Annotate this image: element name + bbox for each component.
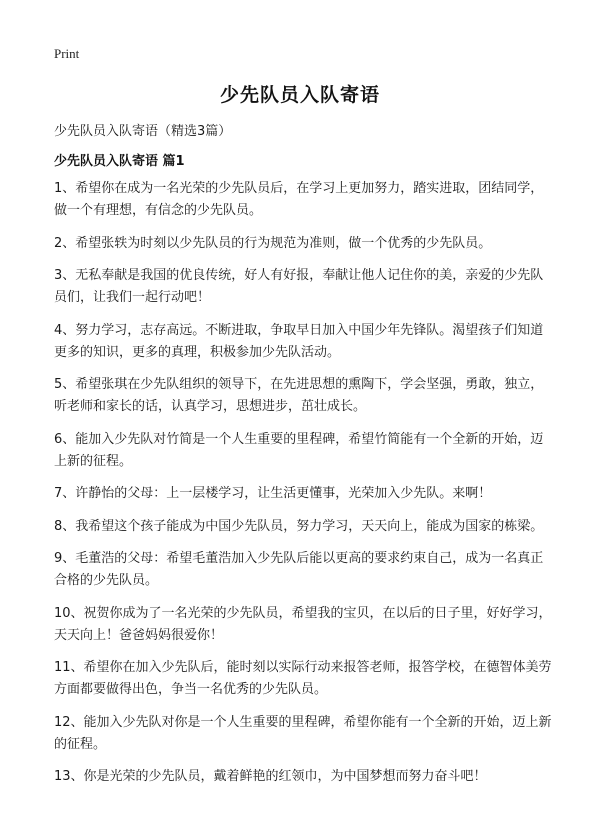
list-item: 2、希望张轶为时刻以少先队员的行为规范为准则，做一个优秀的少先队员。 [54,235,492,251]
list-item: 5、希望张琪在少先队组织的领导下，在先进思想的熏陶下，学会坚强，勇敢，独立，听老师和家长的话，认真学习，思想进步，茁壮成长。 [54,377,544,414]
list-item: 4、努力学习，志存高远。不断进取，争取早日加入中国少年先锋队。渴望孩子们知道更多的知识，更多的真理，积极参加少先队活动。 [54,322,544,360]
list-item: 1、希望你在成为一名光荣的少先队员后，在学习上更加努力，踏实进取，团结同学，做一个有理想，有信念的少先队员。 [54,181,544,218]
list-item: 3、无私奉献是我国的优良传统，好人有好报，奉献让他人记住你的美，亲爱的少先队员们，让我们一起行动吧！ [54,268,544,305]
list-item: 7、许静怡的父母：上一层楼学习，让生活更懂事，光荣加入少先队。来啊！ [54,486,492,501]
list-item: 12、能加入少先队对你是一个人生重要的里程碑，希望你能有一个全新的开始，迈上新的征程。 [54,714,552,752]
page-title: 少先队员入队寄语 [219,84,380,106]
list-item: 11、希望你在加入少先队后，能时刻以实际行动来报答老师，报答学校，在德智体美劳方面都要做得出色，争当一名优秀的少先队员。 [54,660,552,697]
list-item: 10、祝贺你成为了一名光荣的少先队员，希望我的宝贝，在以后的日子里，好好学习，天天向上！爸爸妈妈很爱你！ [54,605,552,643]
print-label: Print [54,46,80,61]
section-heading: 少先队员入队寄语 篇1 [54,154,185,169]
page-subtitle: 少先队员入队寄语（精选3篇） [54,124,232,139]
list-item: 8、我希望这个孩子能成为中国少先队员，努力学习，天天向上，能成为国家的栋梁。 [54,518,544,534]
list-item: 13、你是光荣的少先队员，戴着鲜艳的红领巾，为中国梦想而努力奋斗吧！ [54,769,487,784]
list-item: 9、毛董浩的父母：希望毛董浩加入少先队后能以更高的要求约束自己，成为一名真正合格的少先队员。 [54,551,544,588]
list-item: 6、能加入少先队对竹简是一个人生重要的里程碑，希望竹简能有一个全新的开始，迈上新的征程。 [54,431,544,469]
message-list [54,178,552,799]
